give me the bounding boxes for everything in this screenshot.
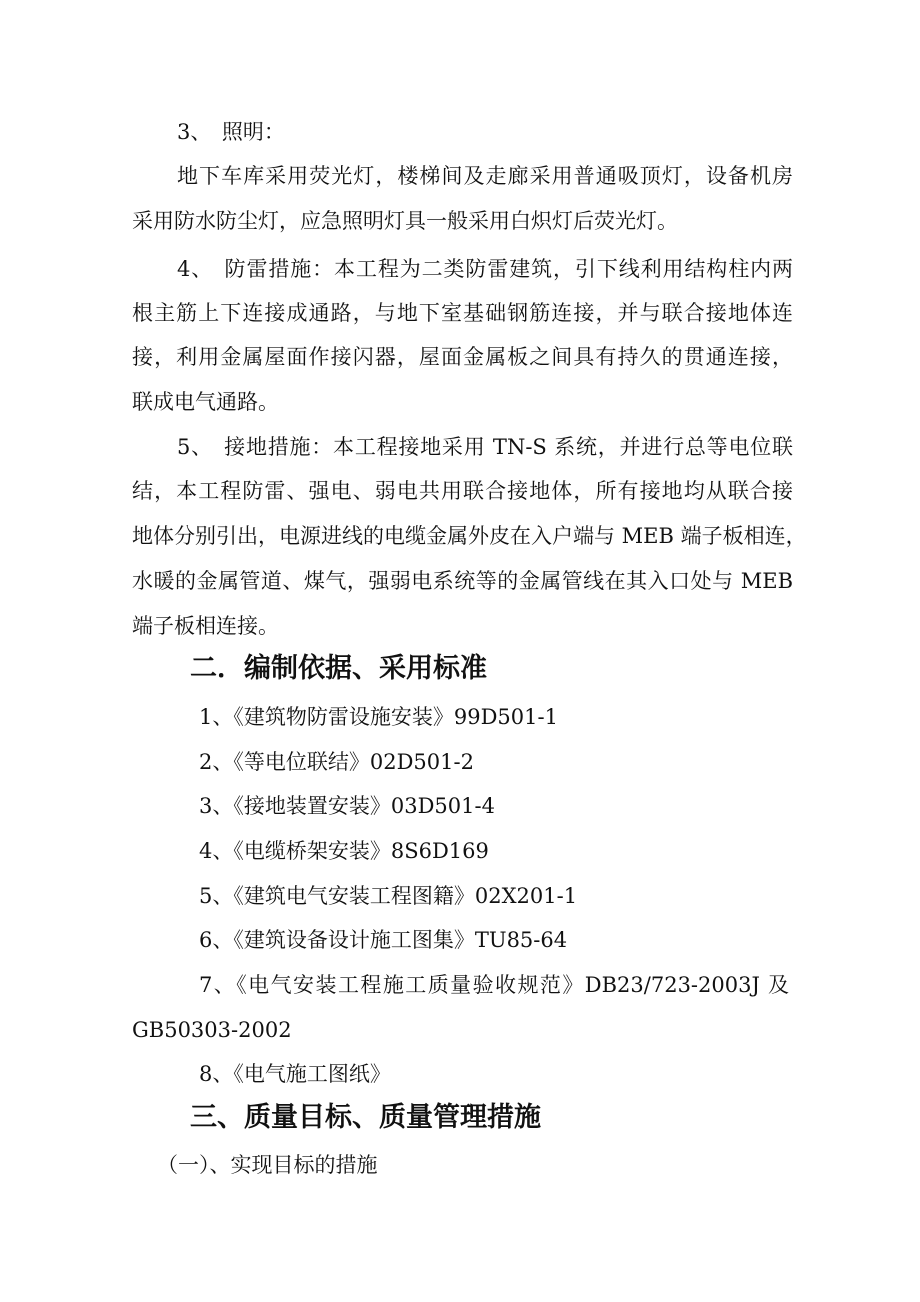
basis-item-2: 2、《等电位联结》02D501-2 xyxy=(199,750,474,774)
basis-item-1: 1、《建筑物防雷设施安装》99D501-1 xyxy=(199,705,558,729)
lighting-line-1: 地下车库采用荧光灯，楼梯间及走廊采用普通吸顶灯，设备机房 xyxy=(177,164,793,188)
lightning-line-1: 4、 防雷措施：本工程为二类防雷建筑，引下线利用结构柱内两 xyxy=(177,257,793,281)
lightning-line-2: 根主筋上下连接成通路，与地下室基础钢筋连接，并与联合接地体连 xyxy=(132,301,793,325)
basis-item-3: 3、《接地装置安装》03D501-4 xyxy=(199,794,495,818)
lighting-heading: 3、 照明： xyxy=(177,120,285,144)
lighting-line-2: 采用防水防尘灯，应急照明灯具一般采用白炽灯后荧光灯。 xyxy=(132,209,678,233)
basis-item-5: 5、《建筑电气安装工程图籍》02X201-1 xyxy=(199,884,578,908)
basis-item-7-continued: GB50303-2002 xyxy=(132,1018,292,1042)
grounding-line-3: 地体分别引出，电源进线的电缆金属外皮在入户端与 MEB 端子板相连， xyxy=(132,524,807,548)
quality-subheading: （一）、实现目标的措施 xyxy=(157,1153,378,1177)
lightning-line-3: 接，利用金属屋面作接闪器，屋面金属板之间具有持久的贯通连接， xyxy=(132,345,793,369)
grounding-line-2: 结，本工程防雷、强电、弱电共用联合接地体，所有接地均从联合接 xyxy=(132,479,793,503)
basis-item-8: 8、《电气施工图纸》 xyxy=(199,1062,391,1086)
grounding-line-5: 端子板相连接。 xyxy=(132,614,279,638)
grounding-line-1: 5、 接地措施：本工程接地采用 TN-S 系统，并进行总等电位联 xyxy=(177,435,793,459)
lightning-line-4: 联成电气通路。 xyxy=(132,390,279,414)
section-title-quality: 三、质量目标、质量管理措施 xyxy=(190,1102,541,1133)
section-title-basis: 二．编制依据、采用标准 xyxy=(190,653,487,684)
basis-item-7: 7、《电气安装工程施工质量验收规范》DB23/723-2003J 及 xyxy=(199,973,789,997)
basis-item-6: 6、《建筑设备设计施工图集》TU85-64 xyxy=(199,928,568,952)
grounding-line-4: 水暖的金属管道、煤气，强弱电系统等的金属管线在其入口处与 MEB xyxy=(132,569,793,593)
basis-item-4: 4、《电缆桥架安装》8S6D169 xyxy=(199,839,489,863)
